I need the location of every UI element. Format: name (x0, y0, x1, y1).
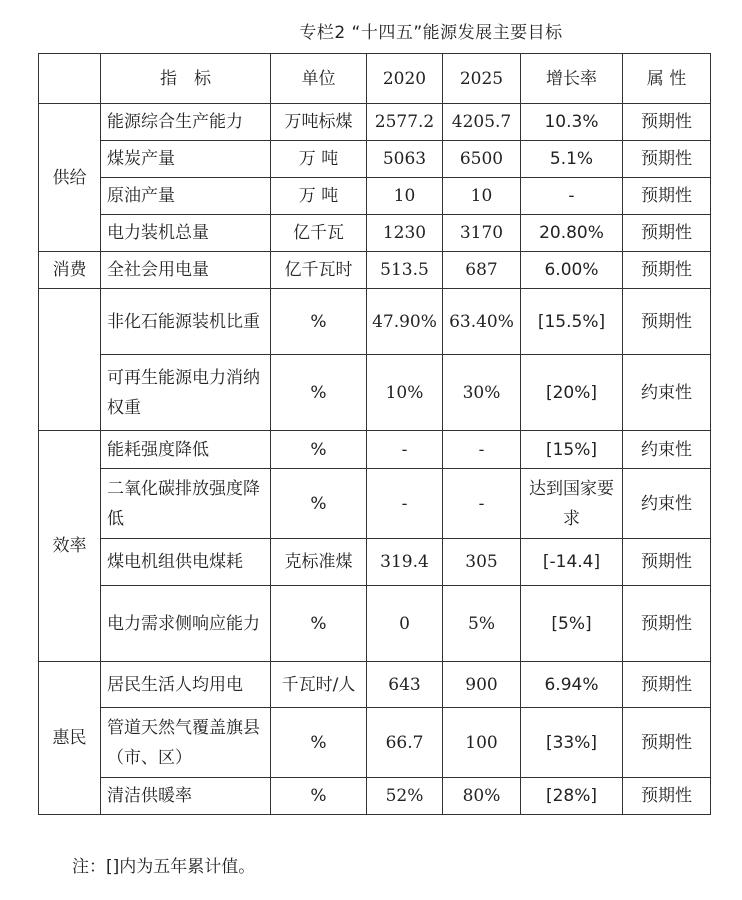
attribute-cell: 预期性 (623, 289, 711, 355)
value-2025-cell: 10 (443, 178, 521, 215)
table-row (39, 586, 711, 662)
growth-rate-cell: [5%] (521, 586, 623, 662)
energy-targets-table (38, 53, 711, 815)
category-cell: 供给 (39, 104, 101, 252)
table-row (39, 141, 711, 178)
category-cell: 消费 (39, 252, 101, 289)
growth-rate-cell: [28%] (521, 778, 623, 815)
header-row (39, 54, 711, 104)
value-2020-cell: 643 (367, 662, 443, 708)
table-row (39, 289, 711, 355)
category-cell (39, 289, 101, 431)
value-2025-cell: - (443, 469, 521, 539)
attribute-cell: 预期性 (623, 708, 711, 778)
table-body (39, 104, 711, 815)
indicator-cell: 二氧化碳排放强度降低 (101, 469, 271, 539)
value-2020-cell: 1230 (367, 215, 443, 252)
value-2025-cell: 4205.7 (443, 104, 521, 141)
table-row (39, 469, 711, 539)
indicator-cell: 煤炭产量 (101, 141, 271, 178)
unit-cell: 亿千瓦时 (271, 252, 367, 289)
unit-cell: % (271, 469, 367, 539)
growth-rate-cell: [20%] (521, 355, 623, 431)
table-row (39, 104, 711, 141)
unit-cell: % (271, 778, 367, 815)
category-cell: 效率 (39, 431, 101, 662)
growth-rate-cell: 20.80% (521, 215, 623, 252)
indicator-cell: 能耗强度降低 (101, 431, 271, 469)
indicator-cell: 电力装机总量 (101, 215, 271, 252)
table-title: 专栏2 “十四五”能源发展主要目标 (299, 23, 563, 43)
value-2020-cell: 0 (367, 586, 443, 662)
attribute-cell: 预期性 (623, 662, 711, 708)
value-2025-cell: 63.40% (443, 289, 521, 355)
attribute-cell: 预期性 (623, 141, 711, 178)
header-growth: 增长率 (521, 54, 623, 104)
indicator-cell: 居民生活人均用电 (101, 662, 271, 708)
growth-rate-cell: 10.3% (521, 104, 623, 141)
value-2020-cell: 319.4 (367, 539, 443, 586)
indicator-cell: 清洁供暖率 (101, 778, 271, 815)
attribute-cell: 预期性 (623, 178, 711, 215)
table-row (39, 215, 711, 252)
attribute-cell: 约束性 (623, 355, 711, 431)
value-2020-cell: 2577.2 (367, 104, 443, 141)
growth-rate-cell: 5.1% (521, 141, 623, 178)
growth-rate-cell: - (521, 178, 623, 215)
value-2020-cell: 52% (367, 778, 443, 815)
header-indicator: 指 标 (101, 54, 271, 104)
indicator-cell: 可再生能源电力消纳权重 (101, 355, 271, 431)
value-2025-cell: 30% (443, 355, 521, 431)
table-row (39, 178, 711, 215)
value-2025-cell: - (443, 431, 521, 469)
indicator-cell: 非化石能源装机比重 (101, 289, 271, 355)
table-row (39, 355, 711, 431)
value-2025-cell: 687 (443, 252, 521, 289)
unit-cell: % (271, 431, 367, 469)
unit-cell: 千瓦时/人 (271, 662, 367, 708)
attribute-cell: 预期性 (623, 215, 711, 252)
unit-cell: % (271, 708, 367, 778)
value-2020-cell: 5063 (367, 141, 443, 178)
growth-rate-cell: 6.00% (521, 252, 623, 289)
attribute-cell: 预期性 (623, 104, 711, 141)
header-2025: 2025 (443, 54, 521, 104)
indicator-cell: 煤电机组供电煤耗 (101, 539, 271, 586)
value-2025-cell: 305 (443, 539, 521, 586)
attribute-cell: 约束性 (623, 469, 711, 539)
value-2020-cell: 10 (367, 178, 443, 215)
value-2025-cell: 80% (443, 778, 521, 815)
unit-cell: 万 吨 (271, 178, 367, 215)
header-unit: 单位 (271, 54, 367, 104)
attribute-cell: 预期性 (623, 539, 711, 586)
indicator-cell: 全社会用电量 (101, 252, 271, 289)
header-attribute: 属 性 (623, 54, 711, 104)
footnote: 注：[]内为五年累计值。 (72, 857, 256, 877)
value-2020-cell: 47.90% (367, 289, 443, 355)
value-2020-cell: - (367, 431, 443, 469)
attribute-cell: 约束性 (623, 431, 711, 469)
attribute-cell: 预期性 (623, 586, 711, 662)
attribute-cell: 预期性 (623, 778, 711, 815)
category-cell: 惠民 (39, 662, 101, 815)
value-2020-cell: 66.7 (367, 708, 443, 778)
indicator-cell: 能源综合生产能力 (101, 104, 271, 141)
value-2020-cell: 10% (367, 355, 443, 431)
header-category (39, 54, 101, 104)
value-2025-cell: 5% (443, 586, 521, 662)
unit-cell: 万 吨 (271, 141, 367, 178)
growth-rate-cell: [15%] (521, 431, 623, 469)
value-2025-cell: 6500 (443, 141, 521, 178)
unit-cell: % (271, 355, 367, 431)
header-2020: 2020 (367, 54, 443, 104)
attribute-cell: 预期性 (623, 252, 711, 289)
value-2025-cell: 900 (443, 662, 521, 708)
table-row (39, 708, 711, 778)
unit-cell: 克标准煤 (271, 539, 367, 586)
table-row (39, 539, 711, 586)
table-row (39, 252, 711, 289)
table-row (39, 662, 711, 708)
growth-rate-cell: [33%] (521, 708, 623, 778)
growth-rate-cell: [-14.4] (521, 539, 623, 586)
unit-cell: 亿千瓦 (271, 215, 367, 252)
growth-rate-cell: [15.5%] (521, 289, 623, 355)
value-2020-cell: - (367, 469, 443, 539)
indicator-cell: 管道天然气覆盖旗县（市、区） (101, 708, 271, 778)
value-2025-cell: 3170 (443, 215, 521, 252)
unit-cell: 万吨标煤 (271, 104, 367, 141)
indicator-cell: 电力需求侧响应能力 (101, 586, 271, 662)
value-2020-cell: 513.5 (367, 252, 443, 289)
growth-rate-cell: 6.94% (521, 662, 623, 708)
unit-cell: % (271, 586, 367, 662)
unit-cell: % (271, 289, 367, 355)
value-2025-cell: 100 (443, 708, 521, 778)
growth-rate-cell: 达到国家要求 (521, 469, 623, 539)
table-row (39, 778, 711, 815)
indicator-cell: 原油产量 (101, 178, 271, 215)
table-row (39, 431, 711, 469)
